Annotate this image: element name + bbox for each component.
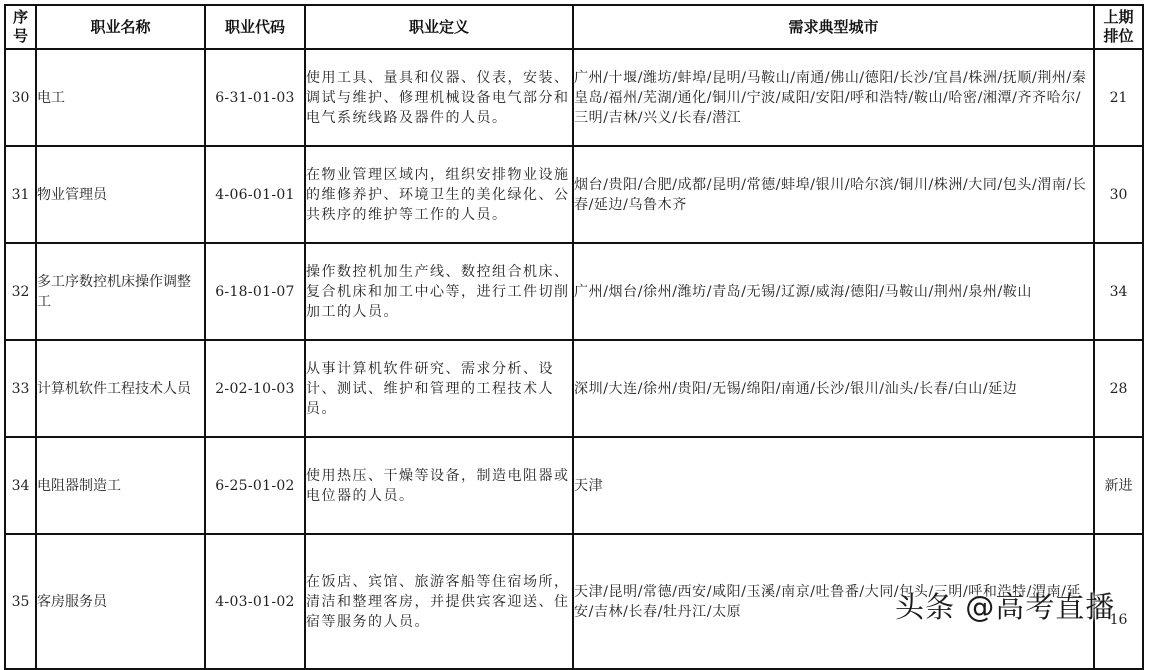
row-index: 35 (5, 534, 36, 669)
row-occupation-code: 4-03-01-02 (205, 534, 305, 669)
row-cities: 深圳/大连/徐州/贵阳/无锡/绵阳/南通/长沙/银川/汕头/长春/白山/延边 (573, 340, 1094, 437)
row-definition: 在物业管理区域内，组织安排物业设施的维修养护、环境卫生的美化绿化、公共秩序的维护等工作的人员。 (305, 146, 573, 243)
header-cities: 需求典型城市 (573, 5, 1094, 49)
row-prev-rank: 16 (1094, 534, 1143, 669)
table-row (5, 146, 1143, 243)
row-occupation-name: 客房服务员 (36, 534, 205, 669)
row-definition: 操作数控机加生产线、数控组合机床、复合机床和加工中心等，进行工件切削加工的人员。 (305, 243, 573, 340)
table-row (5, 534, 1143, 669)
header-prev-rank: 上期排位 (1094, 5, 1143, 49)
row-prev-rank: 28 (1094, 340, 1143, 437)
row-index: 30 (5, 49, 36, 146)
row-index: 33 (5, 340, 36, 437)
row-prev-rank: 新进 (1094, 437, 1143, 534)
row-occupation-code: 4-06-01-01 (205, 146, 305, 243)
row-cities: 广州/烟台/徐州/潍坊/青岛/无锡/辽源/威海/德阳/马鞍山/荆州/泉州/鞍山 (573, 243, 1094, 340)
row-occupation-name: 计算机软件工程技术人员 (36, 340, 205, 437)
row-definition: 使用热压、干燥等设备，制造电阻器或电位器的人员。 (305, 437, 573, 534)
row-index: 34 (5, 437, 36, 534)
row-occupation-code: 6-18-01-07 (205, 243, 305, 340)
row-prev-rank: 21 (1094, 49, 1143, 146)
row-definition: 使用工具、量具和仪器、仪表，安装、调试与维护、修理机械设备电气部分和电气系统线路及器件的人员。 (305, 49, 573, 146)
table-row (5, 437, 1143, 534)
header-name: 职业名称 (36, 5, 205, 49)
row-prev-rank: 30 (1094, 146, 1143, 243)
header-row (5, 5, 1143, 49)
table-row (5, 243, 1143, 340)
row-cities: 烟台/贵阳/合肥/成都/昆明/常德/蚌埠/银川/哈尔滨/铜川/株洲/大同/包头/渭南/长春/延边/乌鲁木齐 (573, 146, 1094, 243)
row-occupation-name: 多工序数控机床操作调整工 (36, 243, 205, 340)
row-occupation-name: 电阻器制造工 (36, 437, 205, 534)
row-occupation-code: 6-25-01-02 (205, 437, 305, 534)
row-cities: 天津/昆明/常德/西安/咸阳/玉溪/南京/吐鲁番/大同/包头/三明/呼和浩特/渭南/延安/吉林/长春/牡丹江/太原 (573, 534, 1094, 669)
row-occupation-name: 物业管理员 (36, 146, 205, 243)
row-prev-rank: 34 (1094, 243, 1143, 340)
source-watermark: 头条 @高考直播 (895, 590, 1116, 624)
header-code: 职业代码 (205, 5, 305, 49)
row-definition: 从事计算机软件研究、需求分析、设计、测试、维护和管理的工程技术人员。 (305, 340, 573, 437)
row-cities: 广州/十堰/潍坊/蚌埠/昆明/马鞍山/南通/佛山/德阳/长沙/宜昌/株洲/抚顺/荆州/秦皇岛/福州/芜湖/通化/铜川/宁波/咸阳/安阳/呼和浩特/鞍山/哈密/湘潭/齐齐哈尔/三明/吉林/兴义/长春/潜江 (573, 49, 1094, 146)
row-definition: 在饭店、宾馆、旅游客船等住宿场所，清洁和整理客房，并提供宾客迎送、住宿等服务的人员。 (305, 534, 573, 669)
occupation-table (4, 4, 1144, 670)
table-row (5, 340, 1143, 437)
row-index: 32 (5, 243, 36, 340)
table-row (5, 49, 1143, 146)
row-index: 31 (5, 146, 36, 243)
header-definition: 职业定义 (305, 5, 573, 49)
row-occupation-code: 2-02-10-03 (205, 340, 305, 437)
row-cities: 天津 (573, 437, 1094, 534)
row-occupation-name: 电工 (36, 49, 205, 146)
row-occupation-code: 6-31-01-03 (205, 49, 305, 146)
header-index: 序号 (5, 5, 36, 49)
